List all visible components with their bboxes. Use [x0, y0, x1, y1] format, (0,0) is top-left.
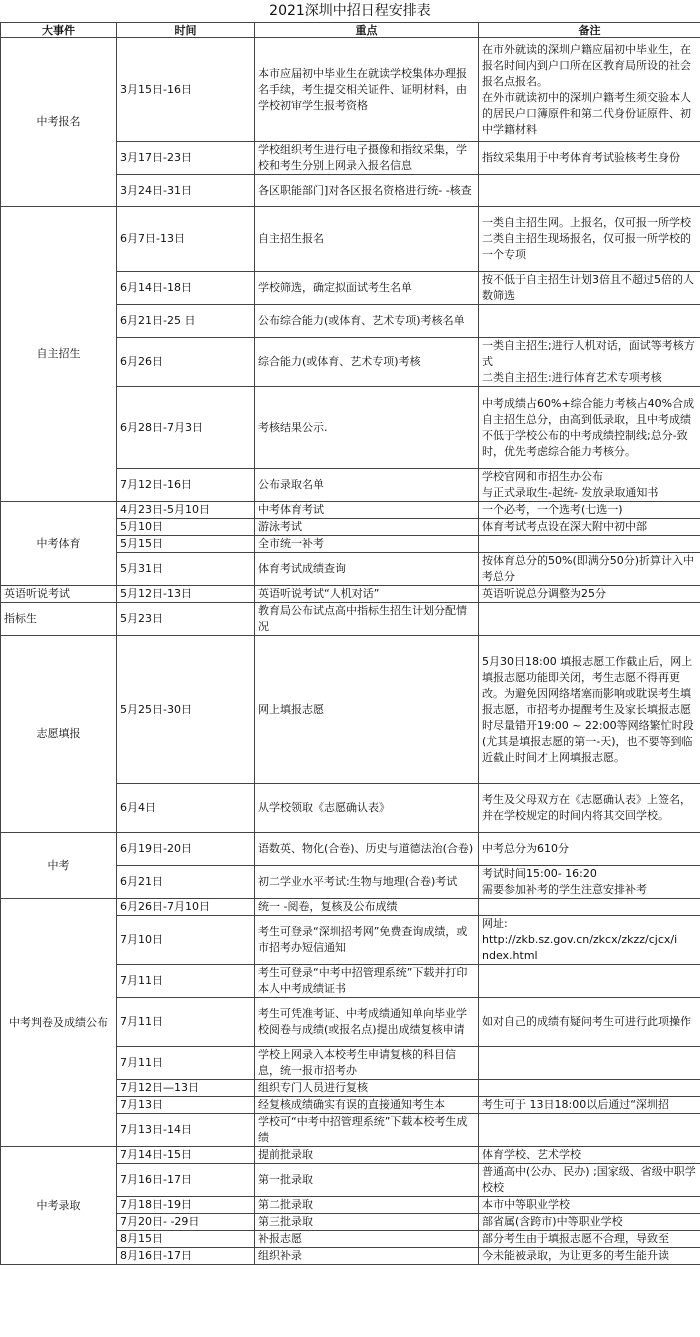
- note-cell: [479, 965, 700, 998]
- note-cell: 网址: http://zkb.sz.gov.cn/zkcx/zkzz/cjcx/i ndex.html: [479, 916, 700, 965]
- table-row: [1, 833, 700, 866]
- time-cell: 6月21日: [117, 866, 255, 899]
- note-cell: [479, 899, 700, 916]
- time-cell: 5月25日-30日: [117, 636, 255, 784]
- note-cell: 今未能被录取，为让更多的考生能升读: [479, 1248, 700, 1265]
- time-cell: 3月17日-23日: [117, 142, 255, 175]
- note-cell: [479, 603, 700, 636]
- table-row: [1, 586, 700, 603]
- focus-cell: 考生可凭准考证、中考成绩通知单向毕业学校阅卷与成绩(或报名点)提出成绩复核申请: [255, 998, 479, 1047]
- time-cell: 3月15日-16日: [117, 38, 255, 142]
- time-cell: 6月7日-13日: [117, 207, 255, 272]
- event-cell: 中考判卷及成绩公布: [1, 899, 117, 1147]
- note-cell: 部分考生由于填报志愿不合理，导致至: [479, 1231, 700, 1248]
- page-title: 2021深圳中招日程安排表: [269, 3, 431, 19]
- note-cell: 英语听说总分调整为25分: [479, 586, 700, 603]
- event-cell: 志愿填报: [1, 636, 117, 833]
- focus-cell: 经复核成绩确实有误的直接通知考生本: [255, 1097, 479, 1114]
- time-cell: 5月23日: [117, 603, 255, 636]
- event-cell: 指标生: [1, 603, 117, 636]
- time-cell: 5月12日-13日: [117, 586, 255, 603]
- focus-cell: 从学校领取《志愿确认表》: [255, 784, 479, 833]
- focus-cell: 本市应届初中毕业生在就读学校集体办理报名手续，考生提交相关证件、证明材料，由学校初审学生报考资格: [255, 38, 479, 142]
- note-cell: 体育考试考点设在深大附中初中部: [479, 519, 700, 536]
- focus-cell: 第一批录取: [255, 1164, 479, 1197]
- table-row: [1, 502, 700, 519]
- focus-cell: 学校可“中考中招管理系统”下载本校考生成绩: [255, 1114, 479, 1147]
- focus-cell: 考生可登录“深圳招考网”免费查询成绩，或市招考办短信通知: [255, 916, 479, 965]
- focus-cell: 游泳考试: [255, 519, 479, 536]
- note-cell: 按不低于自主招生计划3倍且不超过5倍的人数筛选: [479, 272, 700, 305]
- time-cell: 5月15日: [117, 536, 255, 553]
- event-cell: 中考体育: [1, 502, 117, 586]
- event-cell: 中考: [1, 833, 117, 899]
- note-cell: [479, 536, 700, 553]
- event-cell: 中考报名: [1, 38, 117, 207]
- focus-cell: 全市统一补考: [255, 536, 479, 553]
- header-time: 时间: [117, 23, 255, 38]
- table-header-row: [1, 23, 700, 38]
- focus-cell: 提前批录取: [255, 1147, 479, 1164]
- note-cell: 一类自主招生网。上报名，仅可报一所学校 二类自主招生现场报名，仅可报一所学校的一个专项: [479, 207, 700, 272]
- focus-cell: 组织补录: [255, 1248, 479, 1265]
- time-cell: 6月28日-7月3日: [117, 387, 255, 469]
- note-cell: 考生可于 13日18:00以后通过“深圳招: [479, 1097, 700, 1114]
- event-cell: 英语听说考试: [1, 586, 117, 603]
- time-cell: 6月4日: [117, 784, 255, 833]
- event-cell: 自主招生: [1, 207, 117, 502]
- table-row: [1, 38, 700, 142]
- note-cell: 指纹采集用于中考体育考试验核考生身份: [479, 142, 700, 175]
- time-cell: 7月12日-16日: [117, 469, 255, 502]
- focus-cell: 初二学业水平考试:生物与地理(合卷)考试: [255, 866, 479, 899]
- focus-cell: 体育考试成绩查询: [255, 553, 479, 586]
- note-cell: [479, 1114, 700, 1147]
- time-cell: 6月19日-20日: [117, 833, 255, 866]
- note-cell: 部省属(含跨市)中等职业学校: [479, 1214, 700, 1231]
- time-cell: 7月13日: [117, 1097, 255, 1114]
- time-cell: 6月26日: [117, 338, 255, 387]
- focus-cell: 网上填报志愿: [255, 636, 479, 784]
- time-cell: 4月23日-5月10日: [117, 502, 255, 519]
- time-cell: 6月21日-25 日: [117, 305, 255, 338]
- note-cell: 中考成绩占60%+综合能力考核占40%合成自主招生总分，由高到低录取，且中考成绩不低于学校公布的中考成绩控制线;总分-致时，优先考虑综合能力考核分。: [479, 387, 700, 469]
- time-cell: 5月10日: [117, 519, 255, 536]
- note-cell: 体育学校、艺术学校: [479, 1147, 700, 1164]
- time-cell: 7月10日: [117, 916, 255, 965]
- note-cell: [479, 1047, 700, 1080]
- note-cell: 学校官网和市招生办公布 与正式录取生-起统- 发放录取通知书: [479, 469, 700, 502]
- focus-cell: 教育局公布试点高中指标生招生计划分配情况: [255, 603, 479, 636]
- note-cell: 本市中等职业学校: [479, 1197, 700, 1214]
- time-cell: 7月12日—13日: [117, 1080, 255, 1097]
- time-cell: 3月24日-31日: [117, 175, 255, 207]
- focus-cell: 中考体育考试: [255, 502, 479, 519]
- time-cell: 7月11日: [117, 1047, 255, 1080]
- focus-cell: 考核结果公示.: [255, 387, 479, 469]
- focus-cell: 语数英、物化(合卷)、历史与道德法治(合卷): [255, 833, 479, 866]
- note-cell: 在市外就读的深圳户籍应届初中毕业生，在报名时间内到户口所在区教育局所设的社会报名点报名。 在外市就读初中的深圳户籍考生须交验本人的居民户口簿原件和第二代身份证原件、初中学籍材料: [479, 38, 700, 142]
- focus-cell: 第三批录取: [255, 1214, 479, 1231]
- note-cell: [479, 1080, 700, 1097]
- time-cell: 5月31日: [117, 553, 255, 586]
- note-cell: 5月30日18:00 填报志愿工作截止后，网上填报志愿功能即关闭，考生志愿不得再更改。为避免因网络堵塞而影响或耽误考生填报志愿，市招考办提醒考生及家长填报志愿时尽量错开19:00 ~ 22:00等网络繁忙时段(尤其是填报志愿的第一-天)，也不要等到临近截止时间才上网填报志愿。: [479, 636, 700, 784]
- schedule-table: [0, 22, 700, 1265]
- note-cell: 考生及父母双方在《志愿确认表》上签名，并在学校规定的时间内将其交回学校。: [479, 784, 700, 833]
- focus-cell: 学校筛选，确定拟面试考生名单: [255, 272, 479, 305]
- header-note: 备注: [479, 23, 700, 38]
- focus-cell: 补报志愿: [255, 1231, 479, 1248]
- table-row: [1, 1147, 700, 1164]
- note-cell: 考试时间15:00- 16:20 需要参加补考的学生注意安排补考: [479, 866, 700, 899]
- time-cell: 6月26日-7月10日: [117, 899, 255, 916]
- time-cell: 7月14日-15日: [117, 1147, 255, 1164]
- note-cell: [479, 305, 700, 338]
- note-cell: 一个必考，一个选考(七选一): [479, 502, 700, 519]
- time-cell: 6月14日-18日: [117, 272, 255, 305]
- note-cell: 普通高中(公办、民办) ;国家级、省级中职学校校: [479, 1164, 700, 1197]
- time-cell: 7月13日-14日: [117, 1114, 255, 1147]
- table-row: [1, 636, 700, 784]
- time-cell: 7月18日-19日: [117, 1197, 255, 1214]
- time-cell: 7月16日-17日: [117, 1164, 255, 1197]
- focus-cell: 组织专门人员进行复核: [255, 1080, 479, 1097]
- focus-cell: 考生可登录“中考中招管理系统”下载并打印本人中考成绩证书: [255, 965, 479, 998]
- focus-cell: 自主招生报名: [255, 207, 479, 272]
- header-event: 大事件: [1, 23, 117, 38]
- focus-cell: 学校组织考生进行电子摄像和指纹采集，学校和考生分别上网录入报名信息: [255, 142, 479, 175]
- time-cell: 7月11日: [117, 998, 255, 1047]
- note-cell: 一类自主招生;进行人机对话，面试等考核方式 二类自主招生:进行体育艺术专项考核: [479, 338, 700, 387]
- table-row: [1, 207, 700, 272]
- note-cell: 中考总分为610分: [479, 833, 700, 866]
- header-focus: 重点: [255, 23, 479, 38]
- event-cell: 中考录取: [1, 1147, 117, 1265]
- note-cell: 如对自己的成绩有疑问考生可进行此项操作: [479, 998, 700, 1047]
- time-cell: 8月16日-17日: [117, 1248, 255, 1265]
- focus-cell: 第二批录取: [255, 1197, 479, 1214]
- time-cell: 7月20日- -29日: [117, 1214, 255, 1231]
- focus-cell: 公布综合能力(或体育、艺术专项)考核名单: [255, 305, 479, 338]
- focus-cell: 英语听说考试“人机对话”: [255, 586, 479, 603]
- focus-cell: 统一 -阅卷，复核及公布成绩: [255, 899, 479, 916]
- table-row: [1, 603, 700, 636]
- focus-cell: 综合能力(或体育、艺术专项)考核: [255, 338, 479, 387]
- time-cell: 7月11日: [117, 965, 255, 998]
- note-cell: [479, 175, 700, 207]
- focus-cell: 公布录取名单: [255, 469, 479, 502]
- focus-cell: 各区职能部门]对各区报名资格进行统- -核查: [255, 175, 479, 207]
- focus-cell: 学校上网录入本校考生申请复核的科目信息，统一报市招考办: [255, 1047, 479, 1080]
- time-cell: 8月15日: [117, 1231, 255, 1248]
- table-row: [1, 899, 700, 916]
- note-cell: 按体育总分的50%(即满分50分)折算计入中考总分: [479, 553, 700, 586]
